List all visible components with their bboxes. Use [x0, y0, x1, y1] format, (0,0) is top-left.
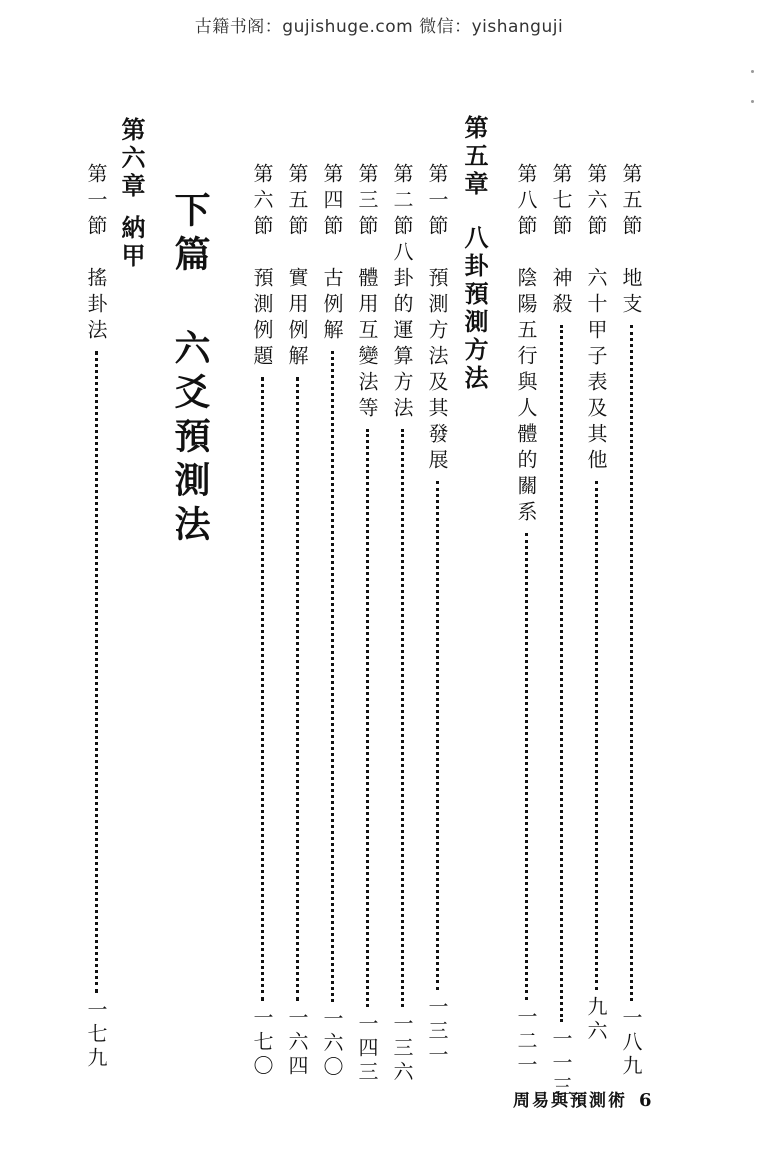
section-title: 搖卦法 [84, 267, 108, 345]
watermark-text: 古籍书阁：gujishuge.com 微信：yishanguji [194, 17, 564, 37]
section-number: 第四節 [320, 163, 344, 241]
page-number: 一三一 [425, 996, 449, 1068]
section-number: 第八節 [514, 163, 538, 241]
toc-entry[interactable] [516, 163, 536, 1078]
section-number: 第三節 [355, 163, 379, 241]
part-title: 六爻預測法 [169, 329, 211, 549]
dot-leader [401, 429, 404, 1007]
toc-entry[interactable] [551, 163, 571, 1100]
chapter-label: 第六章 [117, 117, 146, 201]
book-title: 周易與預測術 [513, 1091, 627, 1111]
toc-entry[interactable] [427, 163, 447, 1068]
page-footer [513, 1086, 654, 1111]
dot-leader [261, 377, 264, 1001]
section-title: 神殺 [549, 267, 573, 319]
chapter-title: 八卦預測方法 [460, 225, 489, 393]
page-number: 一四三 [355, 1013, 379, 1085]
page-number: 一六四 [285, 1007, 309, 1079]
section-title: 地支 [619, 267, 643, 319]
page-number: 一八九 [619, 1007, 643, 1079]
toc-entry[interactable] [322, 163, 342, 1080]
section-title: 體用互變法等 [355, 267, 379, 423]
page-number: 一七九 [84, 999, 108, 1071]
dot-leader [436, 481, 439, 990]
section-title: 八卦的運算方法 [390, 241, 414, 423]
section-number: 第二節 [390, 163, 414, 241]
section-title: 預測方法及其發展 [425, 267, 449, 475]
chapter-heading[interactable] [117, 117, 146, 271]
page-number: 一一三 [549, 1028, 573, 1100]
part-label: 下篇 [169, 191, 211, 279]
section-number: 第五節 [285, 163, 309, 241]
toc-entry[interactable] [621, 163, 641, 1079]
section-number: 第七節 [549, 163, 573, 241]
dot-leader [595, 481, 598, 990]
section-title: 實用例解 [285, 267, 309, 371]
dot-leader [630, 325, 633, 1001]
section-title: 古例解 [320, 267, 344, 345]
toc-entry[interactable] [586, 163, 606, 1044]
chapter-heading[interactable] [460, 115, 489, 393]
dot-leader [296, 377, 299, 1001]
scan-speck [751, 70, 754, 73]
chapter-label: 第五章 [460, 115, 489, 199]
toc-entry[interactable] [86, 163, 106, 1071]
section-number: 第一節 [425, 163, 449, 241]
chapter-title: 納甲 [117, 215, 146, 271]
toc-entry[interactable] [252, 163, 272, 1079]
toc-entry[interactable] [392, 163, 412, 1085]
scan-speck [751, 100, 754, 103]
section-number: 第六節 [250, 163, 274, 241]
page-number: 一六〇 [320, 1008, 344, 1080]
dot-leader [560, 325, 563, 1022]
dot-leader [331, 351, 334, 1002]
section-title: 陰陽五行與人體的關系 [514, 267, 538, 527]
page-number: 一三六 [390, 1013, 414, 1085]
toc-entry[interactable] [287, 163, 307, 1079]
section-number: 第六節 [584, 163, 608, 241]
section-number: 第五節 [619, 163, 643, 241]
toc-entry[interactable] [357, 163, 377, 1085]
page-number: 一二一 [514, 1006, 538, 1078]
dot-leader [95, 351, 98, 993]
section-number: 第一節 [84, 163, 108, 241]
page-number-footer: 6 [639, 1090, 654, 1111]
page-number: 一七〇 [250, 1007, 274, 1079]
section-title: 六十甲子表及其他 [584, 267, 608, 475]
page-number: 九六 [584, 996, 608, 1044]
section-title: 預測例題 [250, 267, 274, 371]
part-heading[interactable] [169, 191, 211, 549]
dot-leader [525, 533, 528, 1000]
dot-leader [366, 429, 369, 1007]
